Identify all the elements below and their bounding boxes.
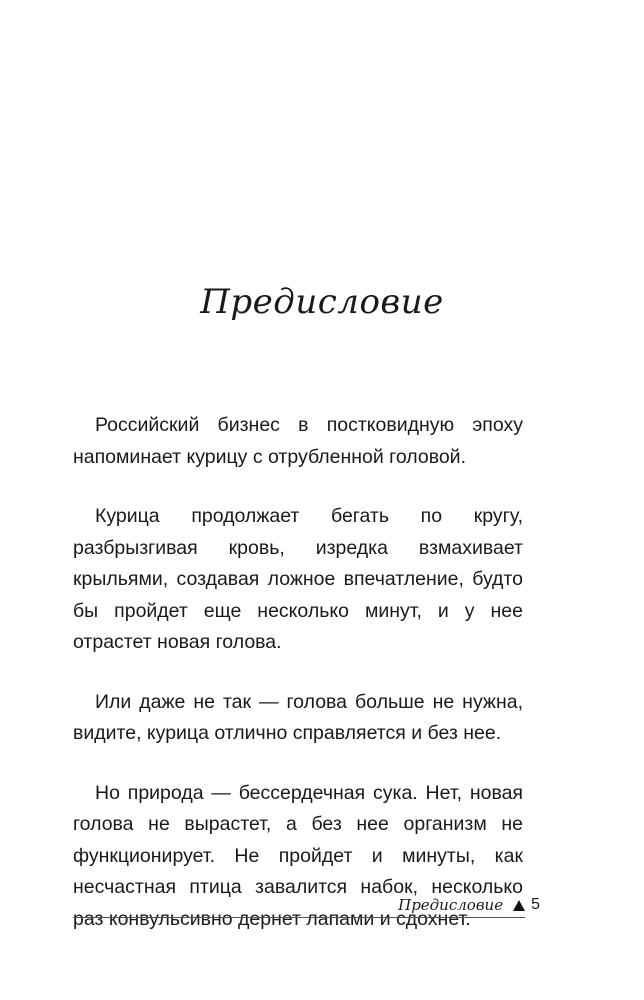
page-number: 5 [531, 896, 540, 913]
footer-rule [73, 917, 525, 918]
paragraph: Российский бизнес в постковидную эпоху напоминает курицу с отрубленной головой. [73, 414, 523, 468]
page-footer [398, 896, 540, 914]
running-head: Предисловие [398, 896, 504, 914]
paragraph: Или даже не так — голова больше не нужна, видите, курица отлично справляется и без нее. [73, 690, 523, 744]
page-title: Предисловие [200, 282, 444, 322]
triangle-icon [513, 900, 525, 911]
paragraph: Но природа — бессердечная сука. Нет, новая голова не вырастет, а без нее организм не функционирует. Не пройдет и минуты, как несчастная птица завалится набок, несколько раз конвульсивно дернет лапами и сдохнет. [73, 781, 523, 930]
paragraph: Курица продолжает бегать по кругу, разбрызгивая кровь, изредка взмахивает крыльями, создавая ложное впечатление, будто бы пройдет еще несколько минут, и у нее отрастет новая голова. [73, 505, 523, 653]
body-text [73, 410, 523, 963]
